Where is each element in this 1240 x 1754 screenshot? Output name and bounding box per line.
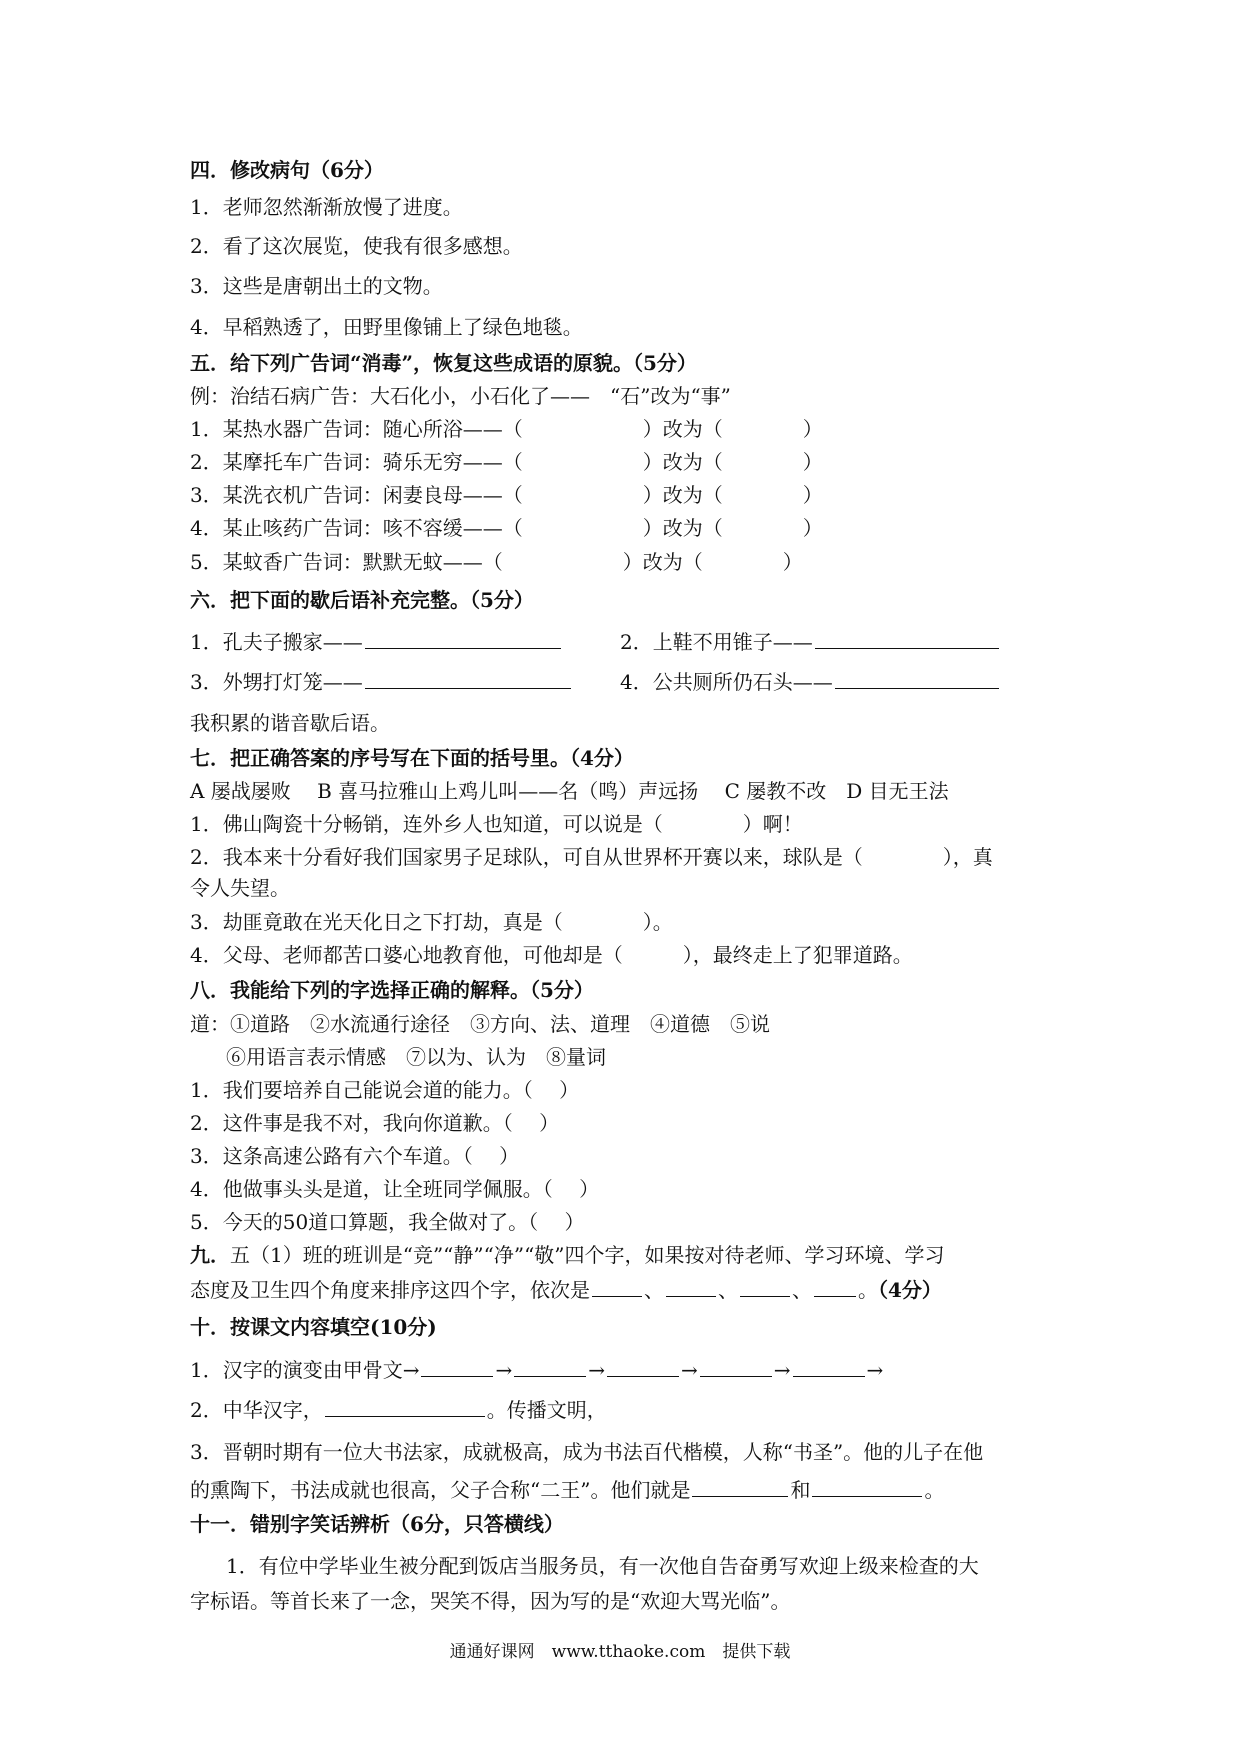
section-11-title: 十一．错别字笑话辨析（6分，只答横线） [190, 1512, 564, 1536]
answer-line[interactable] [814, 1278, 856, 1297]
answer-line[interactable] [592, 1278, 642, 1297]
s6-item-3 [190, 668, 573, 696]
answer-line[interactable] [700, 1358, 772, 1377]
section-5-title: 五．给下列广告词“消毒”，恢复这些成语的原貌。（5分） [190, 351, 697, 375]
s10-q3-line-2 [190, 1476, 944, 1504]
answer-blank[interactable]: （ ） [482, 550, 643, 574]
answer-line[interactable] [835, 670, 999, 689]
s7-q1-end: ）啊！ [742, 812, 803, 836]
s7-q4-end: ），最终走上了犯罪道路。 [682, 943, 913, 967]
s7-q2-text: 2．我本来十分看好我们国家男子足球队，可自从世界杯开赛以来，球队是（ [190, 845, 863, 869]
answer-blank[interactable]: （ ） [702, 483, 823, 507]
s5-item-5-mid: 改为 [642, 550, 683, 574]
answer-blank[interactable]: （ ） [702, 516, 823, 540]
answer-line[interactable] [812, 1478, 922, 1497]
s6-item-1-text: 1．孔夫子搬家—— [190, 630, 363, 654]
s5-item-1 [190, 415, 823, 443]
s8-item-1: 1．我们要培养自己能说会道的能力。（ ） [190, 1078, 580, 1102]
s7-q2-end: ），真 [942, 845, 993, 869]
s4-item-2: 2．看了这次展览，使我有很多感想。 [190, 234, 523, 258]
s10-q3-line-1: 3．晋朝时期有一位大书法家，成就极高，成为书法百代楷模，人称“书圣”。他的儿子在他 [190, 1440, 984, 1464]
answer-blank[interactable] [863, 843, 943, 871]
s9-sep-3: 、 [792, 1278, 812, 1302]
s11-para-line-1: 1．有位中学毕业生被分配到饭店当服务员，有一次他自告奋勇写欢迎上级来检查的大 [226, 1554, 979, 1578]
s8-definitions-2: ⑥用语言表示情感 ⑦以为、认为 ⑧量词 [226, 1045, 606, 1069]
s5-item-1-mid: 改为 [662, 417, 703, 441]
answer-blank[interactable]: （ ） [502, 483, 663, 507]
answer-line[interactable] [666, 1278, 716, 1297]
s10-q3-end: 。 [924, 1478, 945, 1502]
s5-item-3-text: 3．某洗衣机广告词：闲妻良母—— [190, 483, 503, 507]
s10-q2 [190, 1396, 607, 1424]
section-6-title: 六．把下面的歇后语补充完整。（5分） [190, 588, 534, 612]
s4-item-3: 3．这些是唐朝出土的文物。 [190, 274, 443, 298]
s9-text-1: 五（1）班的班训是“竞”“静”“净”“敬”四个字，如果按对待老师、学习环境、学习 [230, 1243, 945, 1267]
answer-line[interactable] [365, 630, 561, 649]
s4-item-4: 4．早稻熟透了，田野里像铺上了绿色地毯。 [190, 315, 583, 339]
answer-line[interactable] [793, 1358, 865, 1377]
s7-q1 [190, 810, 803, 838]
s5-item-4-text: 4．某止咳药广告词：咳不容缓—— [190, 516, 503, 540]
s9-line-2 [190, 1276, 942, 1304]
s7-q2 [190, 843, 993, 871]
s7-q3-end: ）。 [642, 910, 673, 934]
arrow-icon: → [495, 1358, 513, 1382]
arrow-icon: → [866, 1358, 884, 1382]
s8-item-5: 5．今天的50道口算题，我全做对了。（ ） [190, 1210, 585, 1234]
s5-item-2-text: 2．某摩托车广告词：骑乐无穷—— [190, 450, 503, 474]
s6-item-4 [620, 668, 1001, 696]
answer-line[interactable] [365, 670, 571, 689]
s6-note: 我积累的谐音歇后语。 [190, 711, 390, 735]
s5-item-3-mid: 改为 [662, 483, 703, 507]
answer-blank[interactable] [663, 810, 743, 838]
s7-q2-cont: 令人失望。 [190, 876, 290, 900]
answer-blank[interactable] [563, 908, 643, 936]
answer-line[interactable] [325, 1398, 485, 1417]
s5-item-5-text: 5．某蚊香广告词：默默无蚊—— [190, 550, 483, 574]
answer-blank[interactable]: （ ） [502, 417, 663, 441]
s9-sep-2: 、 [718, 1278, 738, 1302]
answer-blank[interactable]: （ ） [502, 516, 663, 540]
s6-item-4-text: 4．公共厕所仍石头—— [620, 670, 833, 694]
answer-line[interactable] [815, 630, 999, 649]
s10-q1 [190, 1356, 883, 1384]
arrow-icon: → [588, 1358, 606, 1382]
s5-item-4-mid: 改为 [662, 516, 703, 540]
s7-options: A 屡战屡败 B 喜马拉雅山上鸡儿叫——名（鸣）声远扬 C 屡教不改 D 目无王法 [190, 779, 949, 803]
section-4-title: 四．修改病句（6分） [190, 158, 384, 182]
s6-item-2-text: 2．上鞋不用锥子—— [620, 630, 813, 654]
answer-blank[interactable]: （ ） [682, 550, 803, 574]
s5-item-5 [190, 548, 803, 576]
arrow-icon: → [773, 1358, 791, 1382]
footer-credit: 通通好课网 www.tthaoke.com 提供下载 [449, 1642, 791, 1662]
answer-blank[interactable]: （ ） [702, 417, 823, 441]
s7-q4 [190, 941, 913, 969]
s6-item-2 [620, 628, 1001, 656]
s11-para-line-2: 字标语。等首长来了一念，哭笑不得，因为写的是“欢迎大骂光临”。 [190, 1589, 791, 1613]
answer-line[interactable] [514, 1358, 586, 1377]
s6-item-3-text: 3．外甥打灯笼—— [190, 670, 363, 694]
s10-q1-text: 1．汉字的演变由甲骨文→ [190, 1358, 420, 1382]
s8-item-2: 2．这件事是我不对，我向你道歉。（ ） [190, 1111, 560, 1135]
section-10-title: 十．按课文内容填空(10分) [190, 1315, 437, 1339]
s6-item-1 [190, 628, 563, 656]
s4-item-1: 1．老师忽然渐渐放慢了进度。 [190, 195, 463, 219]
answer-blank[interactable]: （ ） [702, 450, 823, 474]
section-9-title: 九． [190, 1243, 230, 1267]
s5-example: 例：治结石病广告：大石化小，小石化了—— “石”改为“事” [190, 384, 731, 408]
s7-q3 [190, 908, 673, 936]
s8-item-4: 4．他做事头头是道，让全班同学佩服。（ ） [190, 1177, 600, 1201]
s10-q2-end: 。传播文明， [486, 1398, 607, 1422]
s8-item-3: 3．这条高速公路有六个车道。（ ） [190, 1144, 520, 1168]
answer-line[interactable] [421, 1358, 493, 1377]
s5-item-2-mid: 改为 [662, 450, 703, 474]
s10-q2-text: 2．中华汉字， [190, 1398, 323, 1422]
answer-blank[interactable]: （ ） [502, 450, 663, 474]
s7-q4-text: 4．父母、老师都苦口婆心地教育他，可他却是（ [190, 943, 623, 967]
s9-line-1 [190, 1241, 945, 1269]
s5-item-4 [190, 514, 823, 542]
s10-q3-text: 的熏陶下，书法成就也很高，父子合称“二王”。他们就是 [190, 1478, 691, 1502]
answer-line[interactable] [607, 1358, 679, 1377]
s10-q3-and: 和 [790, 1478, 811, 1502]
s5-item-3 [190, 481, 823, 509]
answer-line[interactable] [740, 1278, 790, 1297]
s9-end: 。 [858, 1278, 878, 1302]
section-8-title: 八．我能给下列的字选择正确的解释。（5分） [190, 978, 594, 1002]
s9-text-2: 态度及卫生四个角度来排序这四个字，依次是 [190, 1278, 590, 1302]
s8-definitions-1: 道：①道路 ②水流通行途径 ③方向、法、道理 ④道德 ⑤说 [190, 1012, 770, 1036]
answer-blank[interactable] [623, 941, 683, 969]
answer-line[interactable] [692, 1478, 788, 1497]
s9-score: （4分） [878, 1278, 942, 1302]
section-7-title: 七．把正确答案的序号写在下面的括号里。（4分） [190, 746, 634, 770]
s7-q1-text: 1．佛山陶瓷十分畅销，连外乡人也知道，可以说是（ [190, 812, 663, 836]
s7-q3-text: 3．劫匪竟敢在光天化日之下打劫，真是（ [190, 910, 563, 934]
s9-sep-1: 、 [644, 1278, 664, 1302]
s5-item-2 [190, 448, 823, 476]
s5-item-1-text: 1．某热水器广告词：随心所浴—— [190, 417, 503, 441]
arrow-icon: → [681, 1358, 698, 1382]
